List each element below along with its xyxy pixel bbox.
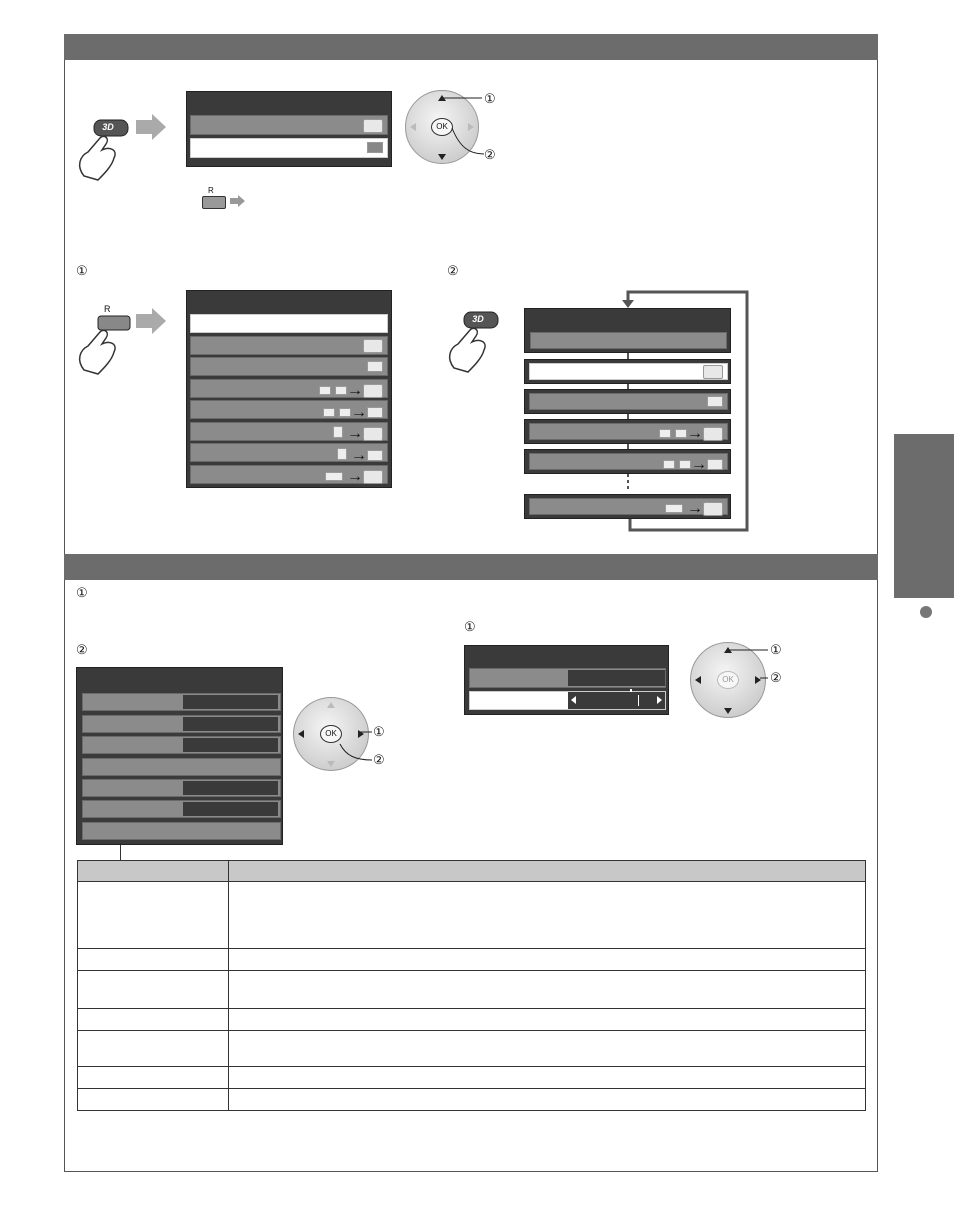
left-arrow-icon — [695, 676, 701, 684]
hand-press-r-icon — [74, 310, 134, 378]
table-row — [78, 971, 866, 1009]
settings-row[interactable] — [82, 736, 281, 754]
table-header-cell — [78, 861, 229, 882]
arrow-right-icon-2 — [136, 308, 168, 334]
menu-format-item[interactable]: → — [190, 443, 388, 462]
slider-center-mark — [630, 689, 632, 692]
table-cell — [78, 1009, 229, 1031]
table-cell — [229, 949, 866, 971]
cycle-item-selected[interactable] — [529, 363, 728, 380]
marker-one: ① — [484, 91, 496, 106]
menu-item-3d[interactable] — [190, 115, 388, 135]
slider-right-icon — [657, 696, 662, 704]
settings-table — [77, 860, 866, 1111]
menu-3d-select — [186, 91, 392, 167]
table-cell — [78, 882, 229, 949]
ok-button[interactable]: OK — [431, 118, 453, 136]
cycle-item[interactable]: → — [529, 423, 728, 440]
callout-lines-3 — [724, 640, 774, 684]
menu-format-item[interactable]: → — [190, 379, 388, 398]
adjust-slider[interactable] — [568, 692, 665, 709]
step-two-marker: ② — [447, 263, 459, 278]
menu-format-item[interactable]: → — [190, 465, 388, 484]
marker-one-3: ① — [770, 642, 782, 657]
table-cell — [78, 1067, 229, 1089]
left-arrow-icon — [298, 730, 304, 738]
settings-row[interactable] — [82, 800, 281, 818]
table-cell — [78, 949, 229, 971]
r-button-small — [202, 196, 226, 209]
cycle-item-5 — [524, 494, 731, 519]
up-arrow-icon — [327, 702, 335, 708]
adjust-row-selected[interactable] — [469, 691, 666, 710]
r-button-label: R — [104, 304, 111, 314]
table-cell — [229, 1067, 866, 1089]
table-cell — [78, 971, 229, 1009]
settings-row[interactable] — [82, 822, 281, 840]
cycle-item[interactable]: → — [529, 498, 728, 515]
button-3d-label: 3D — [102, 122, 114, 132]
left-arrow-icon — [410, 123, 416, 131]
table-cell — [78, 1089, 229, 1111]
slider-left-icon — [571, 696, 576, 704]
menu-item-2d[interactable] — [190, 138, 388, 158]
table-row — [78, 1009, 866, 1031]
menu-format-selected[interactable] — [190, 314, 388, 333]
menu-format-item[interactable]: → — [190, 422, 388, 441]
menu-3d-format — [186, 290, 392, 488]
table-cell — [229, 971, 866, 1009]
cycle-item[interactable]: → — [529, 453, 728, 470]
cycle-menu-header — [524, 308, 731, 353]
marker-two-2: ② — [373, 752, 385, 767]
table-header-row — [78, 861, 866, 882]
side-chapter-tab — [894, 434, 954, 598]
section-header-band-top — [64, 34, 878, 60]
marker-two: ② — [484, 147, 496, 162]
table-row — [78, 1031, 866, 1067]
settings-row[interactable] — [82, 693, 281, 711]
button-3d-label-2: 3D — [472, 314, 484, 324]
cycle-item-1 — [524, 359, 731, 384]
callout-lines — [440, 88, 490, 162]
table-cell — [229, 1031, 866, 1067]
cycle-header-item — [530, 332, 727, 349]
small-arrow-icon — [230, 195, 246, 207]
cycle-item-4 — [524, 449, 731, 474]
table-row — [78, 1067, 866, 1089]
table-row — [78, 1089, 866, 1111]
settings-row[interactable] — [82, 779, 281, 797]
table-row — [78, 882, 866, 949]
bottom-step-two-marker: ② — [76, 642, 88, 657]
down-arrow-icon — [724, 708, 732, 714]
right-step-one-marker: ① — [464, 619, 476, 634]
ok-button-2[interactable]: OK — [320, 725, 342, 743]
marker-two-3: ② — [770, 670, 782, 685]
slider-thumb[interactable] — [638, 695, 639, 706]
table-cell — [229, 882, 866, 949]
menu-format-item[interactable] — [190, 357, 388, 376]
table-cell — [78, 1031, 229, 1067]
ok-button-3[interactable]: OK — [717, 671, 739, 689]
adjust-row[interactable] — [469, 668, 666, 688]
table-row — [78, 949, 866, 971]
table-cell — [229, 1089, 866, 1111]
cycle-item-3 — [524, 419, 731, 444]
menu-adjustment — [464, 645, 669, 715]
section-header-band-bottom — [64, 554, 878, 580]
settings-row[interactable] — [82, 758, 281, 776]
settings-row[interactable] — [82, 715, 281, 733]
cycle-item-2 — [524, 389, 731, 414]
arrow-right-icon — [136, 114, 168, 140]
step-one-marker: ① — [76, 263, 88, 278]
r-button-small-label: R — [208, 186, 214, 195]
menu-format-item[interactable] — [190, 336, 388, 355]
menu-format-item[interactable]: → — [190, 400, 388, 419]
side-chapter-dot — [920, 606, 932, 618]
marker-one-2: ① — [373, 724, 385, 739]
bottom-step-one-marker: ① — [76, 585, 88, 600]
table-cell — [229, 1009, 866, 1031]
cycle-item[interactable] — [529, 393, 728, 410]
menu-3d-settings — [76, 667, 283, 845]
connector-line — [120, 845, 121, 860]
table-header-cell — [229, 861, 866, 882]
